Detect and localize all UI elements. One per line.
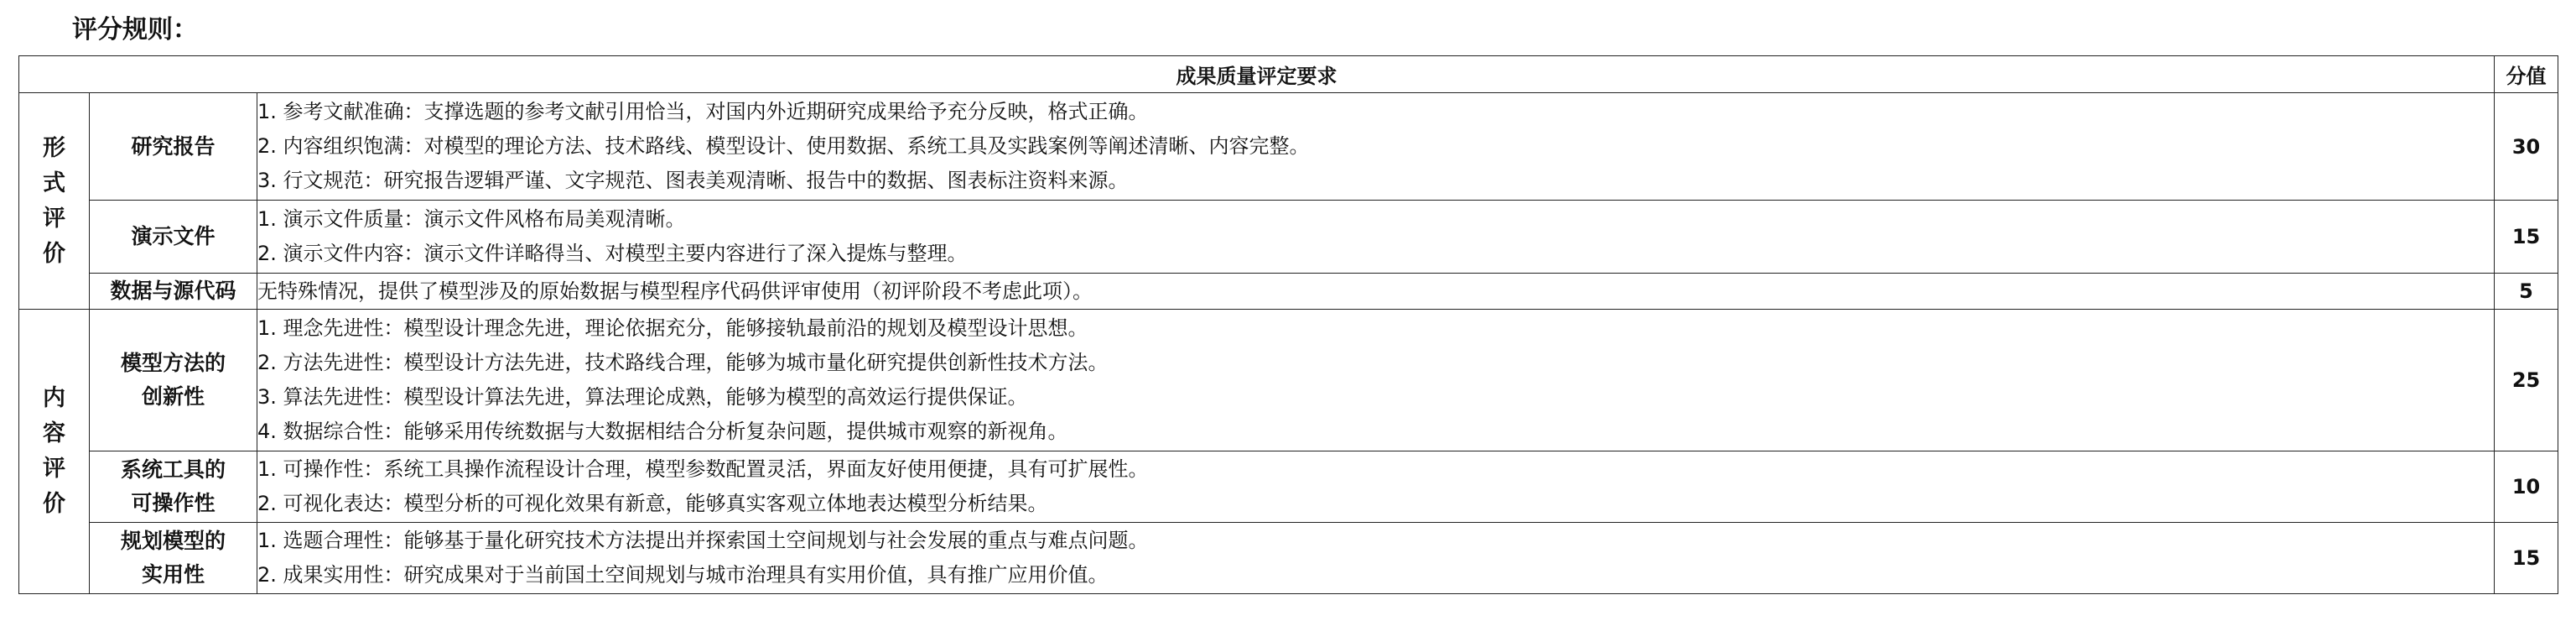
page-heading: 评分规则： bbox=[72, 15, 198, 44]
criterion-line: 1. 参考文献准确：支撑选题的参考文献引用恰当，对国内外近期研究成果给予充分反映，格式正确。 bbox=[257, 100, 1149, 123]
criteria-cell bbox=[257, 451, 2495, 523]
category-char: 容 bbox=[43, 420, 65, 446]
score-value: 30 bbox=[2495, 93, 2558, 201]
score-value: 15 bbox=[2495, 201, 2558, 274]
score-value: 10 bbox=[2495, 451, 2558, 523]
table-row bbox=[19, 523, 2558, 594]
table-row bbox=[19, 201, 2558, 274]
item-name: 规划模型的 实用性 bbox=[90, 523, 257, 594]
table-header-row bbox=[19, 56, 2558, 93]
item-name: 数据与源代码 bbox=[90, 274, 257, 310]
table-row bbox=[19, 310, 2558, 451]
category-char: 内 bbox=[43, 385, 65, 411]
criterion-line: 3. 行文规范：研究报告逻辑严谨、文字规范、图表美观清晰、报告中的数据、图表标注资料来源。 bbox=[257, 169, 1129, 192]
criteria-cell bbox=[257, 310, 2495, 451]
score-value: 15 bbox=[2495, 523, 2558, 594]
criterion-line: 1. 可操作性：系统工具操作流程设计合理，模型参数配置灵活，界面友好使用便捷，具有可扩展性。 bbox=[257, 457, 1149, 481]
category-form-evaluation bbox=[19, 93, 90, 310]
category-char: 价 bbox=[43, 491, 65, 517]
criteria-cell bbox=[257, 274, 2495, 310]
category-char: 评 bbox=[43, 456, 65, 482]
category-char: 式 bbox=[43, 170, 65, 196]
category-char: 形 bbox=[43, 134, 65, 161]
scoring-rubric-table bbox=[18, 55, 2558, 594]
criterion-line: 1. 演示文件质量：演示文件风格布局美观清晰。 bbox=[257, 207, 686, 231]
criteria-cell bbox=[257, 201, 2495, 274]
criterion-line: 2. 成果实用性：研究成果对于当前国土空间规划与城市治理具有实用价值，具有推广应用价值。 bbox=[257, 563, 1109, 587]
table-row bbox=[19, 274, 2558, 310]
criterion-line: 3. 算法先进性：模型设计算法先进，算法理论成熟，能够为模型的高效运行提供保证。 bbox=[257, 385, 1028, 409]
category-char: 评 bbox=[43, 205, 65, 232]
score-value: 5 bbox=[2495, 274, 2558, 310]
item-name: 系统工具的 可操作性 bbox=[90, 451, 257, 523]
item-name: 研究报告 bbox=[90, 93, 257, 201]
criteria-cell bbox=[257, 523, 2495, 594]
table-row bbox=[19, 451, 2558, 523]
criterion-line: 2. 方法先进性：模型设计方法先进，技术路线合理，能够为城市量化研究提供创新性技术方法。 bbox=[257, 351, 1109, 374]
score-header: 分值 bbox=[2495, 56, 2558, 93]
criterion-line: 2. 演示文件内容：演示文件详略得当、对模型主要内容进行了深入提炼与整理。 bbox=[257, 242, 968, 265]
criterion-line: 2. 内容组织饱满：对模型的理论方法、技术路线、模型设计、使用数据、系统工具及实践案例等阐述清晰、内容完整。 bbox=[257, 134, 1310, 158]
criteria-cell bbox=[257, 93, 2495, 201]
item-name: 演示文件 bbox=[90, 201, 257, 274]
criterion-line: 无特殊情况，提供了模型涉及的原始数据与模型程序代码供评审使用（初评阶段不考虑此项）。 bbox=[257, 279, 1093, 303]
criterion-line: 1. 理念先进性：模型设计理念先进，理论依据充分，能够接轨最前沿的规划及模型设计思想。 bbox=[257, 316, 1088, 340]
item-name: 模型方法的 创新性 bbox=[90, 310, 257, 451]
criterion-line: 2. 可视化表达：模型分析的可视化效果有新意，能够真实客观立体地表达模型分析结果。 bbox=[257, 492, 1048, 515]
criterion-line: 4. 数据综合性：能够采用传统数据与大数据相结合分析复杂问题，提供城市观察的新视角。 bbox=[257, 420, 1068, 443]
score-value: 25 bbox=[2495, 310, 2558, 451]
criterion-line: 1. 选题合理性：能够基于量化研究技术方法提出并探索国土空间规划与社会发展的重点与难点问题。 bbox=[257, 529, 1149, 552]
category-char: 价 bbox=[43, 240, 65, 267]
category-content-evaluation bbox=[19, 310, 90, 594]
table-row bbox=[19, 93, 2558, 201]
requirements-header: 成果质量评定要求 bbox=[19, 56, 2495, 93]
